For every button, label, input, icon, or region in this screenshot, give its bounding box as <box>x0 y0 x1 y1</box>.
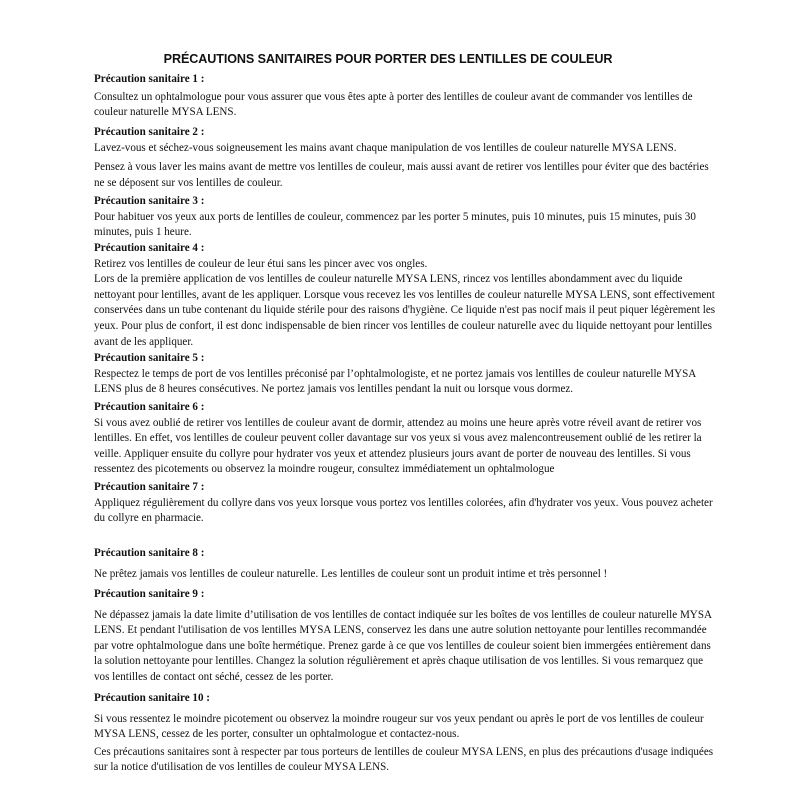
section-6 <box>94 400 716 478</box>
section-paragraph: Ne dépassez jamais la date limite d’utilisation de vos lentilles de contact indiquée sur les boîtes de vos lentilles de couleur naturelle MYSA LENS. Et pendant l'utilisation de vos lentilles MYSA LENS, conservez les dans une autre solution nettoyante pour lentilles recommandée par votre ophtalmologue dans une boîte hermétique. Prenez garde à ce que vos lentilles de couleur soient bien immergées entièrement dans la solution nettoyante pour lentilles. Changez la solution régulièrement et après chaque utilisation de vos lentilles. Si vous remarquez que vos lentilles de contact ont séché, cessez de les porter. <box>94 608 712 683</box>
section-heading: Précaution sanitaire 7 : <box>94 481 205 493</box>
section-paragraph: Si vous ressentez le moindre picotement ou observez la moindre rougeur sur vos yeux pendant ou après le port de vos lentilles de couleur MYSA LENS, cessez de les porter, consulter un ophtalmologue et contactez-nous. <box>94 712 704 741</box>
section-8 <box>94 546 716 582</box>
section-paragraph: Pour habituer vos yeux aux ports de lentilles de couleur, commencez par les porter 5 minutes, puis 10 minutes, puis 15 minutes, puis 30 minutes, puis 1 heure. <box>94 210 696 239</box>
page-title: PRÉCAUTIONS SANITAIRES POUR PORTER DES LENTILLES DE COULEUR <box>163 52 613 66</box>
section-paragraph: Ne prêtez jamais vos lentilles de couleur naturelle. Les lentilles de couleur sont un produit intime et très personnel ! <box>94 567 608 580</box>
section-heading: Précaution sanitaire 1 : <box>94 73 205 85</box>
section-heading: Précaution sanitaire 10 : <box>94 692 210 704</box>
section-4 <box>94 241 716 350</box>
section-paragraph: Pensez à vous laver les mains avant de mettre vos lentilles de couleur, mais aussi avant de retirer vos lentilles pour éviter que des bactéries ne se déposent sur vos lentilles de couleur. <box>94 161 709 189</box>
section-heading: Précaution sanitaire 9 : <box>94 588 205 600</box>
section-heading: Précaution sanitaire 4 : <box>94 242 205 254</box>
section-2 <box>94 125 716 191</box>
section-heading: Précaution sanitaire 6 : <box>94 401 205 413</box>
section-paragraph: Respectez le temps de port de vos lentilles préconisé par l’ophtalmologiste, et ne portez jamais vos lentilles de couleur naturelle MYSA LENS plus de 8 heures consécutives. Ne portez jamais vos lentilles pendant la nuit ou lorsque vous dormez. <box>94 367 696 396</box>
section-paragraph: Lavez-vous et séchez-vous soigneusement les mains avant chaque manipulation de vos lentilles de couleur naturelle MYSA LENS. <box>94 141 677 154</box>
section-paragraph: Si vous avez oublié de retirer vos lentilles de couleur avant de dormir, attendez au moins une heure après votre réveil avant de retirer vos lentilles. En effet, vos lentilles de couleur peuvent coller davantage sur vos yeux si vous avez malencontreusement oublié de les retirer la veille. Appliquer ensuite du collyre pour hydrater vos yeux et attendez plusieurs jours avant de porter de nouveau des lentilles. Si vous ressentez des picotements ou observez la moindre rougeur, consultez immédiatement un ophtalmologue <box>94 416 702 476</box>
section-heading: Précaution sanitaire 3 : <box>94 195 205 207</box>
section-1 <box>94 72 716 121</box>
section-paragraph: Consultez un ophtalmologue pour vous assurer que vous êtes apte à porter des lentilles de couleur avant de commander vos lentilles de couleur naturelle MYSA LENS. <box>94 90 693 119</box>
section-7 <box>94 480 716 527</box>
section-paragraph: Appliquez régulièrement du collyre dans vos yeux lorsque vous portez vos lentilles colorées, afin d'hydrater vos yeux. Vous pouvez acheter du collyre en pharmacie. <box>94 496 713 525</box>
section-5 <box>94 351 716 398</box>
section-3 <box>94 194 716 241</box>
section-heading: Précaution sanitaire 2 : <box>94 126 205 138</box>
section-9 <box>94 587 716 686</box>
section-paragraph: Retirez vos lentilles de couleur de leur étui sans les pincer avec vos ongles. <box>94 257 428 270</box>
section-heading: Précaution sanitaire 5 : <box>94 352 205 364</box>
section-paragraph: Lors de la première application de vos lentilles de couleur naturelle MYSA LENS, rincez vos lentilles abondamment avec du liquide nettoyant pour lentilles, avant de les appliquer. Lorsque vous recevez les vos lentilles de couleur naturelle MYSA LENS, sont effectivement conservées dans un tube contenant du liquide stérile pour des raisons d'hygiène. Ce liquide n'est pas nocif mais il peut piquer légèrement les yeux. Pour plus de confort, il est donc indispensable de bien rincer vos lentilles de couleur naturelle avec du liquide nettoyant pour lentilles avant de les appliquer. <box>94 273 716 348</box>
section-heading: Précaution sanitaire 8 : <box>94 547 205 559</box>
closing-paragraph: Ces précautions sanitaires sont à respecter par tous porteurs de lentilles de couleur MYSA LENS, en plus des précautions d'usage indiquées sur la notice d'utilisation de vos lentilles de couleur MYSA LENS. <box>94 745 714 774</box>
section-10 <box>94 691 716 776</box>
